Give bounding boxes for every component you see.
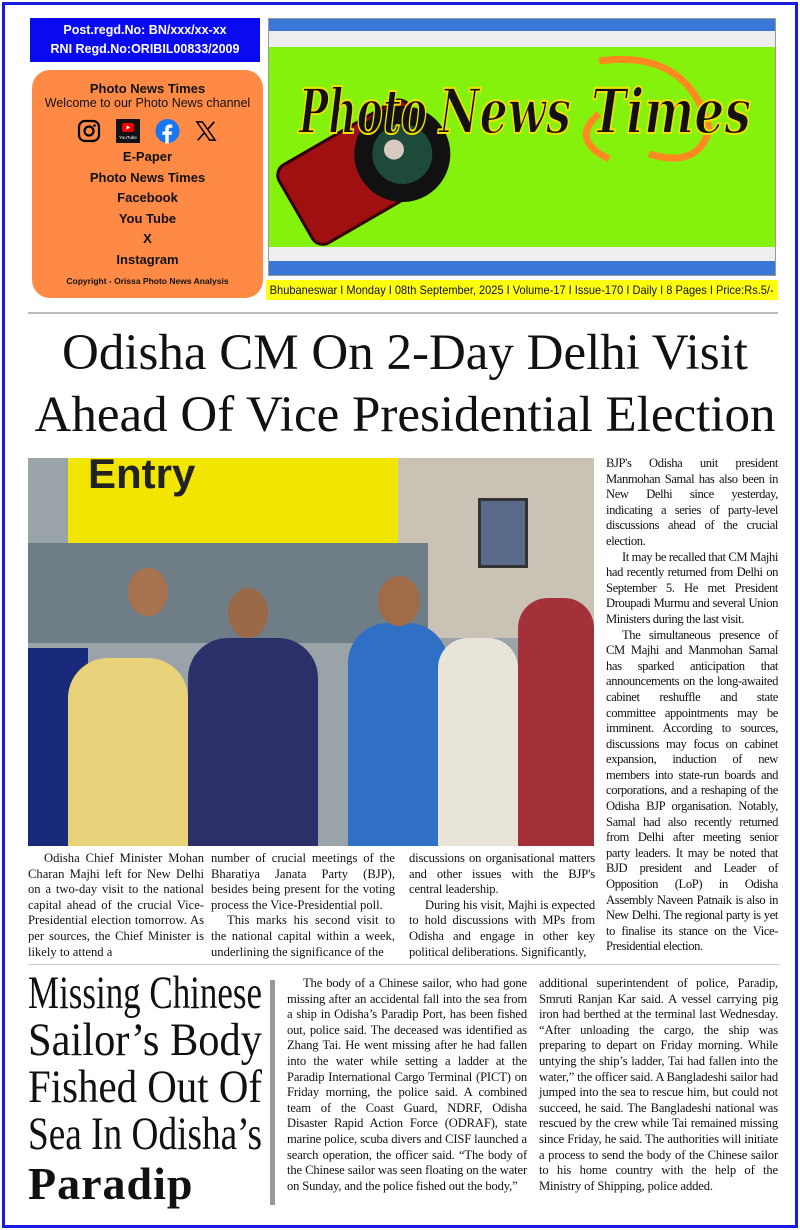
story2-headline — [28, 967, 268, 1210]
promo-welcome: Welcome to our Photo News channel — [44, 96, 251, 110]
paragraph: It may be recalled that CM Majhi had recently returned from Delhi on September 5. He met President Droupadi Murmu and several Union Ministers during the last visit. — [606, 549, 778, 626]
paragraph: Odisha Chief Minister Mohan Charan Majhi left for New Delhi on a two-day visit to the national capital ahead of the crucial Vice-Presidential election tomorrow. As per sources, the Chief Minister is likely to attend a — [28, 851, 204, 959]
divider — [28, 964, 780, 965]
paragraph: discussions on organisational matters and other issues with the BJP's central leadership. — [409, 851, 595, 897]
paragraph: During his visit, Majhi is expected to hold discussions with MPs from Odisha and engage in other key political deliberations. Significantly, — [409, 897, 595, 959]
logo-word-photo: Photo — [299, 75, 427, 148]
x-icon[interactable] — [194, 118, 219, 143]
headline-line: Odisha CM On 2-Day Delhi Visit — [62, 325, 748, 381]
story1-col2 — [211, 851, 395, 960]
masthead-logo — [268, 18, 776, 276]
link-x[interactable]: X — [143, 231, 152, 246]
story1-col1 — [28, 851, 204, 960]
column-rule — [270, 980, 275, 1205]
divider — [28, 312, 778, 314]
story1-right-col — [606, 456, 778, 955]
logo-word-times: Times — [591, 75, 751, 148]
registration-box — [30, 18, 260, 62]
headline-line: Missing Chinese — [28, 967, 262, 1019]
headline-line: Ahead Of Vice Presidential Election — [34, 387, 776, 443]
instagram-icon[interactable] — [77, 118, 102, 143]
headline-line: Sea In Odisha’s — [28, 1108, 262, 1160]
headline-line: Sailor’s Body — [28, 1014, 262, 1066]
paragraph: additional superintendent of police, Paradip, Smruti Ranjan Kar said. A vessel carrying pig iron had berthed at the terminal last Wednesday. “After unloading the cargo, the ship was preparing to depart on Friday morning. While untying the ship’s ladder, Tai had fallen into the water,” the officer said. A Bangladeshi sailor had jumped into the sea to rescue him, but could not succeed, he said. The Bangladeshi national was rescued by the crew while Tai remained missing since Friday, he said. The authorities will initiate a process to send the body of the Chinese sailor to his home country with the help of the Ministry of Shipping, police added. — [539, 976, 779, 1193]
promo-title: Photo News Times — [89, 81, 206, 96]
story1-col3 — [409, 851, 595, 960]
post-regd: Post.regd.No: BN/xxx/xx-xx — [63, 23, 227, 37]
paragraph: This marks his second visit to the national capital within a week, underlining the significance of the — [211, 913, 395, 959]
link-e-paper[interactable]: E-Paper — [122, 149, 173, 164]
paragraph: BJP's Odisha unit president Manmohan Samal has also been in New Delhi since yesterday, indicating a series of party-level discussions ahead of the crucial election. — [606, 456, 778, 548]
youtube-label: YouTube — [119, 134, 137, 140]
dateline: Bhubaneswar I Monday I 08th September, 2025 I Volume-17 I Issue-170 I Daily I 8 Pages I Price:Rs.5/- — [269, 283, 774, 297]
story2-col1 — [287, 976, 527, 1194]
copyright: Copyright - Orissa Photo News Analysis — [66, 276, 229, 286]
lead-headline — [20, 322, 790, 446]
lead-photo — [28, 458, 594, 846]
link-facebook[interactable]: Facebook — [117, 190, 178, 205]
entry-sign: Entry — [88, 458, 196, 497]
paragraph: number of crucial meetings of the Bharatiya Janata Party (BJP), besides being present for the voting process the Vice-Presidential poll. — [211, 851, 395, 912]
dateline-bar — [266, 280, 778, 300]
facebook-icon[interactable] — [155, 118, 180, 143]
rni-regd: RNI Regd.No:ORIBIL00833/2009 — [50, 42, 240, 56]
link-photo-news-times[interactable]: Photo News Times — [89, 169, 206, 185]
paragraph: The body of a Chinese sailor, who had gone missing after an accidental fall into the sea from a ship in Odisha’s Paradip Port, has been fished out, police said. The deceased was identified as Zhang Tai. He went missing after he had fallen into the water while setting a ladder at the Paradip International Cargo Terminal (PICT) on Friday morning, the police said. A combined team of the Coast Guard, NDRF, Odisha Disaster Rapid Action Force (ODRAF), state marine police, scuba divers and CISF launched a search operation, the officer said. “The body of the Chinese sailor was seen floating on the water on Sunday, and the police fished out the body,” — [287, 976, 527, 1193]
story2-col2 — [539, 976, 778, 1194]
link-instagram[interactable]: Instagram — [116, 251, 179, 267]
link-youtube[interactable]: You Tube — [118, 210, 177, 226]
headline-line: Paradip — [28, 1158, 194, 1209]
paragraph: The simultaneous presence of CM Majhi and Manmohan Samal has sparked anticipation that announcements on the long-awaited cabinet reshuffle and state committee appointments may be imminent. According to sources, discussions may focus on cabinet expansion, induction of new members into state-run boards and corporations, and a reshaping of the Odisha BJP organisation. Notably, Samal had also recently returned from Delhi after meeting senior party leaders. It may be noted that BJD president and Leader of Opposition (LoP) in Odisha Assembly Naveen Patnaik is also in New Delhi. The regional party is yet to finalise its stance on the Vice-Presidential election. — [606, 627, 778, 954]
promo-box — [32, 70, 263, 298]
logo-word-news: News — [439, 75, 571, 148]
headline-line: Fished Out Of — [28, 1061, 262, 1113]
youtube-icon[interactable] — [116, 118, 141, 143]
